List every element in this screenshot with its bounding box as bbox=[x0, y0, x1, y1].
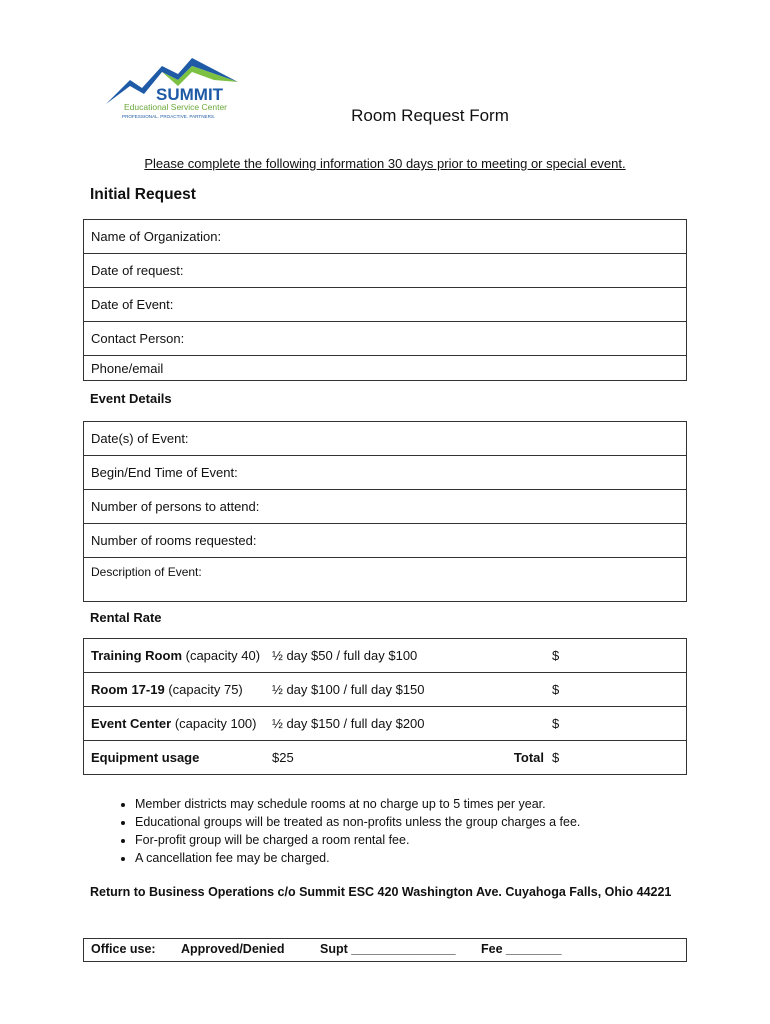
amount-field[interactable]: $ bbox=[550, 707, 687, 741]
field-date-of-event[interactable]: Date of Event: bbox=[84, 288, 687, 322]
office-use-label: Office use: bbox=[91, 942, 156, 956]
initial-request-heading: Initial Request bbox=[90, 186, 196, 203]
field-event-times[interactable]: Begin/End Time of Event: bbox=[84, 456, 687, 490]
office-use-box bbox=[83, 938, 687, 962]
amount-field[interactable]: $ bbox=[550, 673, 687, 707]
instruction-text: Please complete the following information 30 days prior to meeting or special event. bbox=[144, 156, 626, 171]
room-capacity: (capacity 40) bbox=[185, 648, 261, 663]
rate-row-room-17-19 bbox=[84, 673, 687, 707]
note-item: • For-profit group will be charged a room rental fee. bbox=[135, 831, 580, 849]
total-field[interactable]: $ bbox=[550, 741, 687, 775]
note-item: • Member districts may schedule rooms at no charge up to 5 times per year. bbox=[135, 795, 580, 813]
field-rooms[interactable]: Number of rooms requested: bbox=[84, 524, 687, 558]
rate-row-equipment bbox=[84, 741, 687, 775]
rental-rate-table bbox=[83, 638, 687, 775]
equipment-label: Equipment usage bbox=[91, 750, 200, 765]
total-label: Total bbox=[492, 741, 550, 775]
field-phone-email[interactable]: Phone/email bbox=[84, 356, 687, 381]
room-capacity: (capacity 100) bbox=[174, 716, 257, 731]
room-capacity: (capacity 75) bbox=[168, 682, 243, 697]
room-name: Event Center bbox=[91, 716, 172, 731]
rental-rate-heading: Rental Rate bbox=[90, 610, 162, 625]
room-name: Training Room bbox=[91, 648, 182, 663]
room-rate: ½ day $150 / full day $200 bbox=[267, 707, 492, 741]
rate-row-training-room bbox=[84, 639, 687, 673]
approved-denied-field[interactable]: Approved/Denied bbox=[181, 942, 285, 956]
summit-logo bbox=[102, 52, 244, 122]
logo-name: SUMMIT bbox=[156, 85, 224, 104]
notes-list bbox=[100, 795, 580, 867]
room-name: Room 17-19 bbox=[91, 682, 165, 697]
field-date-of-request[interactable]: Date of request: bbox=[84, 254, 687, 288]
return-address: Return to Business Operations c/o Summit ESC 420 Washington Ave. Cuyahoga Falls, Ohio 44221 bbox=[90, 885, 672, 899]
logo-subtitle: Educational Service Center bbox=[124, 102, 228, 112]
logo-tagline: PROFESSIONAL. PROACTIVE. PARTNERS. bbox=[122, 114, 216, 119]
event-details-table bbox=[83, 421, 687, 602]
rate-row-event-center bbox=[84, 707, 687, 741]
equipment-rate: $25 bbox=[267, 741, 492, 775]
field-organization[interactable]: Name of Organization: bbox=[84, 220, 687, 254]
field-event-dates[interactable]: Date(s) of Event: bbox=[84, 422, 687, 456]
supt-field[interactable]: Supt _______________ bbox=[320, 942, 456, 956]
room-rate: ½ day $50 / full day $100 bbox=[267, 639, 492, 673]
event-details-heading: Event Details bbox=[90, 391, 172, 406]
amount-field[interactable]: $ bbox=[550, 639, 687, 673]
field-contact-person[interactable]: Contact Person: bbox=[84, 322, 687, 356]
field-description[interactable]: Description of Event: bbox=[84, 558, 687, 602]
field-persons[interactable]: Number of persons to attend: bbox=[84, 490, 687, 524]
page-title: Room Request Form bbox=[351, 106, 509, 125]
note-item: • Educational groups will be treated as non-profits unless the group charges a fee. bbox=[135, 813, 580, 831]
fee-field[interactable]: Fee ________ bbox=[481, 942, 562, 956]
note-item: • A cancellation fee may be charged. bbox=[135, 849, 580, 867]
room-rate: ½ day $100 / full day $150 bbox=[267, 673, 492, 707]
initial-request-table bbox=[83, 219, 687, 381]
